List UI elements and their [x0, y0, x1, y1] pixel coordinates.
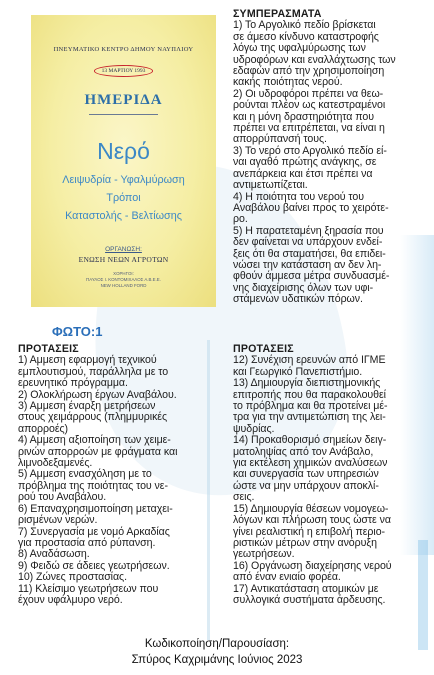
- poster-organizer-label: ΟΡΓΑΝΩΣΗ:: [105, 246, 142, 253]
- text-line: 2) Ολοκλήρωση έργων Αναβάλου.: [18, 388, 177, 401]
- conclusions-lines: [233, 20, 396, 305]
- text-line: πρέπει να επιτρέπεται, να είναι η: [233, 122, 385, 135]
- text-line: ξεις ότι θα σταματήσει, θα επιδει-: [233, 247, 386, 260]
- text-line: και η μόνη δραστηριότητα που: [233, 110, 374, 123]
- text-line: ρισμένων νερών.: [18, 514, 98, 527]
- poster-organization: ΠΝΕΥΜΑΤΙΚΟ ΚΕΝΤΡΟ ΔΗΜΟΥ ΝΑΥΠΛΙΟΥ: [53, 46, 194, 53]
- proposals-heading: ΠΡΟΤΑΣΕΙΣ: [18, 343, 79, 355]
- text-line: ρο.: [233, 213, 248, 226]
- text-line: στους χειμάρρους (πλημμυρικές: [18, 411, 168, 424]
- poster-image: [31, 15, 216, 307]
- poster-divider: [89, 114, 158, 115]
- text-line: γίνει ρεαλιστική η επιβολή περιο-: [233, 525, 386, 538]
- text-line: φθούν άμμεσα μέτρα συνδυασμέ-: [233, 270, 390, 283]
- text-line: 8) Αναδάσωση.: [18, 548, 90, 561]
- poster-title: Νερό: [97, 138, 150, 164]
- text-line: 14) Προκαθορισμό σημείων δειγ-: [233, 434, 387, 447]
- circled-date: 13 ΜΑΡΤΙΟΥ 1993: [94, 65, 154, 77]
- watermark-edge: [400, 235, 434, 555]
- poster-sponsor: NEW HOLLAND FORD: [100, 283, 147, 288]
- watermark-bar: [418, 540, 428, 650]
- poster-event: ΗΜΕΡΙΔΑ: [84, 92, 163, 108]
- text-line: ώστε να μην υπάρχουν αποκλί-: [233, 479, 379, 492]
- text-line: ναι αγαθό πρώτης ανάγκης, σε: [233, 156, 377, 169]
- text-line: επιτροπής που θα παρακολουθεί: [233, 388, 386, 401]
- text-line: λιμνοδεξαμενές.: [18, 457, 93, 470]
- credit-line: Κωδικοποίηση/Παρουσίαση:: [144, 638, 290, 650]
- text-line: ματοληψίας από τον Ανάβαλο,: [233, 445, 374, 458]
- text-line: σεις.: [233, 491, 255, 504]
- text-line: 5) Αμμεση ενασχόληση με το: [18, 468, 152, 481]
- text-line: ριστικών μέτρων στην ανόρυξη: [233, 536, 377, 549]
- text-line: στάμενων υδατικών πόρων.: [233, 293, 363, 306]
- text-line: εδαφών από την χρησιμοποίηση: [233, 65, 385, 78]
- text-line: ψυδρίας.: [233, 422, 275, 435]
- text-line: λόγω της υφαλμύρωσης των: [233, 42, 366, 55]
- text-line: 4) Αμμεση αξιοποίηση των χειμε-: [18, 434, 171, 447]
- text-line: 9) Φειδώ σε άδειες γεωτρήσεων.: [18, 559, 170, 572]
- text-line: 10) Ζώνες προστασίας.: [18, 571, 128, 584]
- proposals-heading: ΠΡΟΤΑΣΕΙΣ: [233, 343, 294, 355]
- text-line: ρούνται πλέον ως κατεστραμένοι: [233, 99, 386, 112]
- text-line: ρινών απορροών με φράγματα και: [18, 445, 178, 458]
- text-line: 1) Το Αργολικό πεδίο βρίσκεται: [233, 19, 376, 32]
- text-line: δεν φαίνεται να υπάρχουν ενδεί-: [233, 236, 383, 249]
- text-line: το πρόβλημα και θα προτείνει μέ-: [233, 400, 388, 413]
- text-line: 17) Αντικατάσταση ατομικών με: [233, 582, 379, 595]
- credit-author: Σπύρος Καχριμάνης Ιούνιος 2023: [131, 654, 303, 666]
- text-line: κακής ποιότητας νερού.: [233, 76, 343, 89]
- text-line: 1) Αμμεση εφαρμογή τεχνικού: [18, 354, 157, 367]
- text-line: 7) Συνεργασία με νομό Αρκαδίας: [18, 525, 170, 538]
- text-line: 12) Συνέχιση ερευνών από ΙΓΜΕ: [233, 354, 386, 367]
- poster-subtitle-line: Τρόποι: [106, 192, 141, 204]
- text-line: έχουν υφάλμυρο νερό.: [18, 593, 123, 606]
- text-line: τρα για την αντιμετώπιση της λει-: [233, 411, 386, 424]
- text-line: νης διαχείρισης όλων των υφι-: [233, 281, 374, 294]
- text-line: αντιμετωπίζεται.: [233, 179, 308, 192]
- text-line: για εκτέλεση χημικών αναλύσεων: [233, 457, 388, 470]
- proposals-right-lines: [233, 355, 392, 606]
- poster-date-line: [31, 65, 216, 77]
- poster-sponsors-label: ΧΟΡΗΓΟΙ:: [113, 271, 134, 276]
- proposals-left-lines: [18, 355, 177, 606]
- text-line: σε άμεσο κίνδυνο καταστροφής: [233, 30, 379, 43]
- text-line: 6) Επαναχρησιμοποίηση μεταχει-: [18, 502, 173, 515]
- text-line: 11) Κλείσιμο γεωτρήσεων που: [18, 582, 159, 595]
- poster-organizer: ΕΝΩΣΗ ΝΕΩΝ ΑΓΡΟΤΩΝ: [78, 255, 169, 264]
- text-line: και Γεωργικό Πανεπιστήμιο.: [233, 365, 363, 378]
- text-line: 15) Δημιουργία θέσεων νομογεω-: [233, 502, 389, 515]
- text-line: γεωτρήσεων.: [233, 548, 295, 561]
- text-line: 5) Η παρατεταμένη ξηρασία που: [233, 224, 384, 237]
- proposals-right-column: [233, 344, 392, 606]
- text-line: υδροφόρων και εναλλάχτωσης των: [233, 53, 396, 66]
- text-line: λόγων και πλήρωση τους ώστε να: [233, 514, 391, 527]
- proposals-left-column: [18, 344, 177, 606]
- text-line: από έναν ενιαίο φορέα.: [233, 571, 341, 584]
- poster-sponsor: ΠΑΥΛΟΣ Ι. ΚΟΝΤΟΜΙΧΑΛΟΣ Α.Β.Ε.Ε.: [86, 277, 161, 282]
- text-line: πρόβλημα της ποιότητας του νε-: [18, 479, 168, 492]
- text-line: 13) Δημιουργία διεπιστημονικής: [233, 377, 381, 390]
- text-line: 4) Η ποιότητα του νερού του: [233, 190, 364, 203]
- text-line: ερευνητικό πρόγραμμα.: [18, 377, 128, 390]
- text-line: Αναβάλου βαίνει προς το χειρότε-: [233, 201, 389, 214]
- text-line: για προστασία από ρύπανση.: [18, 536, 156, 549]
- poster-subtitle-line: Καταστολής - Βελτίωσης: [65, 210, 182, 222]
- text-line: νώσει την κατάσταση αν δεν λη-: [233, 258, 382, 271]
- text-line: ανεπάρκεια και έτσι πρέπει να: [233, 167, 373, 180]
- text-line: απορρύπανσή τους.: [233, 133, 327, 146]
- text-line: απορροές): [18, 422, 69, 435]
- text-line: συλλογικά συστήματα άρδευσης.: [233, 593, 386, 606]
- conclusions-heading: ΣΥΜΠΕΡΑΣΜΑΤΑ: [233, 8, 322, 20]
- text-line: ρού του Αναβάλου.: [18, 491, 107, 504]
- poster-subtitle-line: Λειψυδρία - Υφαλμύρωση: [62, 174, 185, 186]
- text-line: 2) Οι υδροφόροι πρέπει να θεω-: [233, 87, 384, 100]
- text-line: εμπλουτισμού, παράλληλα με το: [18, 365, 169, 378]
- text-line: 3) Το νερό στο Αργολικό πεδίο εί-: [233, 144, 387, 157]
- text-line: 3) Αμμεση έναρξη μετρήσεων: [18, 400, 156, 413]
- conclusions-column: [233, 9, 396, 306]
- poster-sponsors: [31, 271, 216, 289]
- text-line: 16) Οργάνωση διαχείρησης νερού: [233, 559, 392, 572]
- text-line: και συνεργασία των υπηρεσιών: [233, 468, 379, 481]
- column-divider: [207, 340, 210, 640]
- photo-caption: ΦΩΤΟ:1: [52, 324, 103, 339]
